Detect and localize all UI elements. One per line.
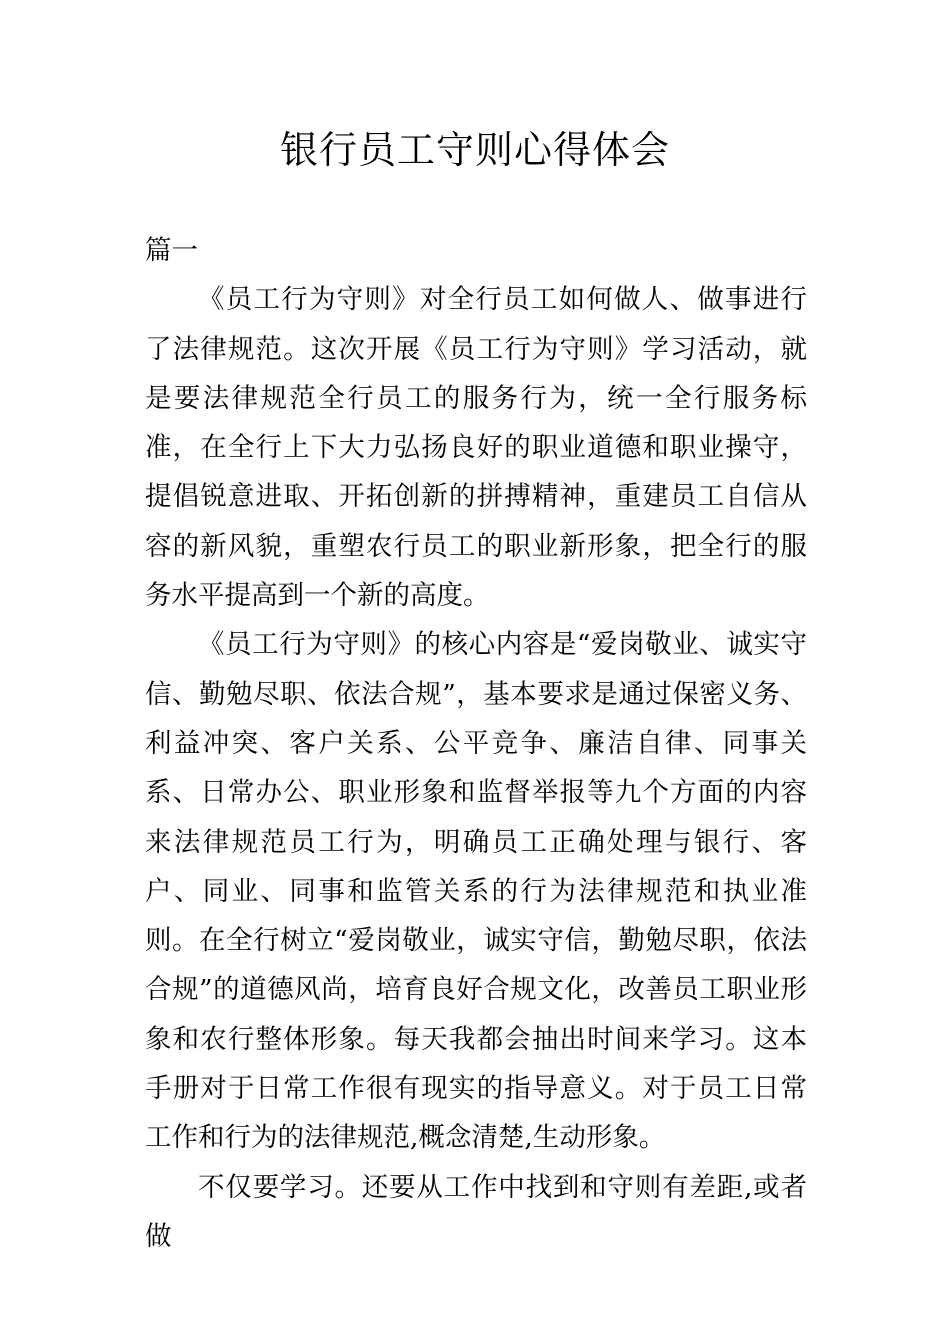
paragraph-2: 《员工行为守则》的核心内容是“爱岗敬业、诚实守信、勤勉尽职、依法合规”，基本要求是通过保密义务、利益冲突、客户关系、公平竞争、廉洁自律、同事关系、日常办公、职业形象和监督举报等九个方面的内容来法律规范员工行为，明确员工正确处理与银行、客户、同业、同事和监管关系的行为法律规范和执业准则。在全行树立“爱岗敬业，诚实守信，勤勉尽职，依法合规”的道德风尚，培育良好合规文化，改善员工职业形象和农行整体形象。每天我都会抽出时间来学习。这本手册对于日常工作很有现实的指导意义。对于员工日常工作和行为的法律规范,概念清楚,生动形象。 — [145, 629, 807, 1154]
section-label: 篇一 — [145, 235, 198, 266]
paragraph-1: 《员工行为守则》对全行员工如何做人、做事进行了法律规范。这次开展《员工行为守则》学习活动，就是要法律规范全行员工的服务行为，统一全行服务标准，在全行上下大力弘扬良好的职业道德和职业操守，提倡锐意进取、开拓创新的拼搏精神，重建员工自信从容的新风貌，重塑农行员工的职业新形象，把全行的服务水平提高到一个新的高度。 — [145, 284, 807, 612]
paragraph-3: 不仅要学习。还要从工作中找到和守则有差距,或者做 — [145, 1171, 807, 1252]
document-title: 银行员工守则心得体会 — [279, 128, 670, 172]
document-body — [145, 226, 807, 1261]
